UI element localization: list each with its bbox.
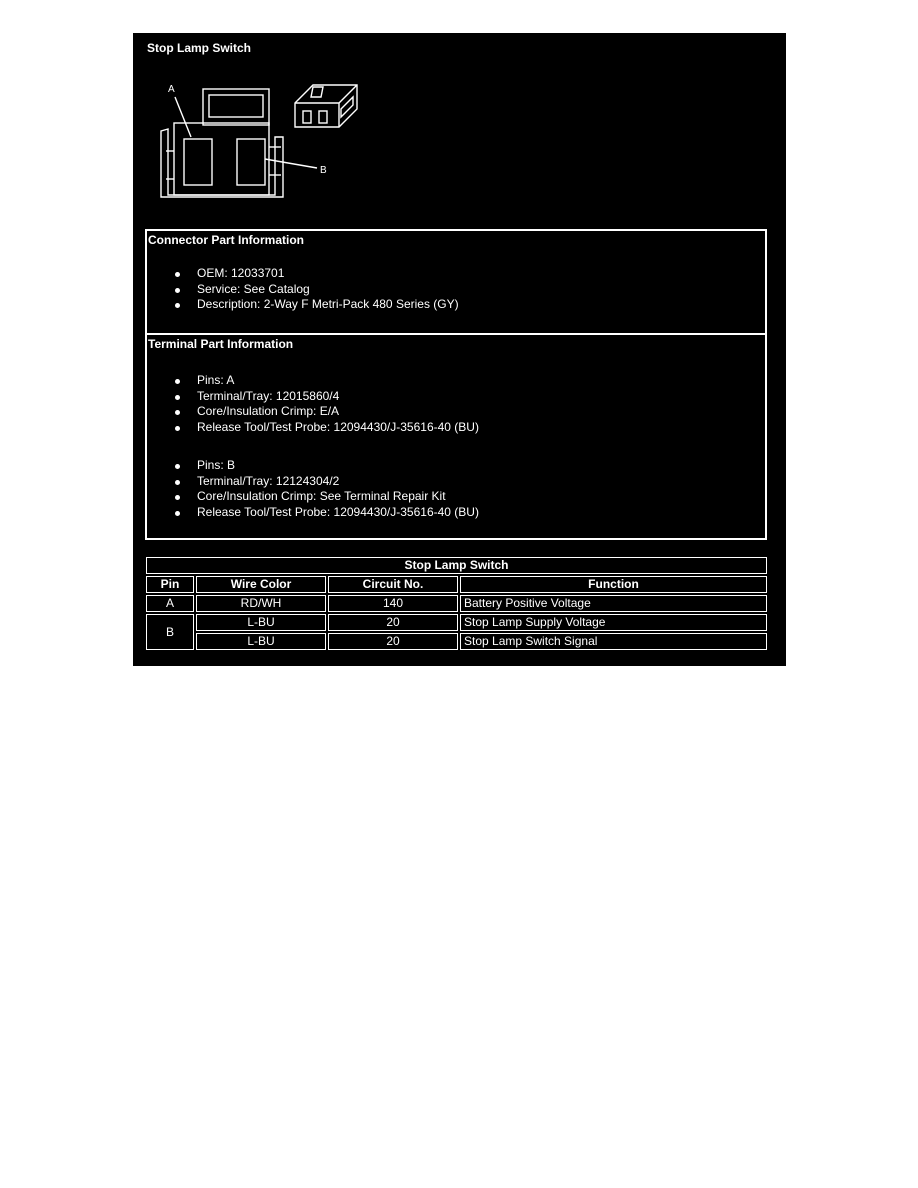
pinout-table <box>144 555 769 652</box>
header-circuit: Circuit No. <box>328 576 458 593</box>
list-item: Release Tool/Test Probe: 12094430/J-35616-40 (BU) <box>171 420 479 436</box>
header-wire-color: Wire Color <box>196 576 326 593</box>
terminal-list-pin-a <box>171 373 479 435</box>
terminal-heading: Terminal Part Information <box>148 337 294 351</box>
table-header-row <box>146 576 767 593</box>
connector-list <box>171 266 459 313</box>
cell-pin: B <box>146 614 194 650</box>
list-item: Release Tool/Test Probe: 12094430/J-35616-40 (BU) <box>171 505 479 521</box>
header-pin: Pin <box>146 576 194 593</box>
list-item: Pins: B <box>171 458 479 474</box>
table-row <box>146 595 767 612</box>
header-function: Function <box>460 576 767 593</box>
list-item: Service: See Catalog <box>171 282 459 298</box>
diagram-label-a: A <box>168 84 175 95</box>
cell-circuit: 20 <box>328 633 458 650</box>
list-item: Core/Insulation Crimp: E/A <box>171 404 479 420</box>
cell-function: Battery Positive Voltage <box>460 595 767 612</box>
connector-part-info <box>145 229 767 335</box>
connector-heading: Connector Part Information <box>148 233 305 247</box>
cell-wire-color: L-BU <box>196 633 326 650</box>
connector-diagram <box>153 75 393 205</box>
terminal-part-info <box>145 333 767 540</box>
cell-function: Stop Lamp Switch Signal <box>460 633 767 650</box>
table-row <box>146 633 767 650</box>
table-caption: Stop Lamp Switch <box>146 557 767 574</box>
terminal-list-pin-b <box>171 458 479 520</box>
cell-wire-color: RD/WH <box>196 595 326 612</box>
list-item: Pins: A <box>171 373 479 389</box>
cell-circuit: 20 <box>328 614 458 631</box>
list-item: OEM: 12033701 <box>171 266 459 282</box>
document-panel <box>133 33 786 666</box>
list-item: Description: 2-Way F Metri-Pack 480 Series (GY) <box>171 297 459 313</box>
cell-pin: A <box>146 595 194 612</box>
diagram-label-b: B <box>320 165 327 176</box>
cell-function: Stop Lamp Supply Voltage <box>460 614 767 631</box>
cell-wire-color: L-BU <box>196 614 326 631</box>
list-item: Terminal/Tray: 12015860/4 <box>171 389 479 405</box>
list-item: Terminal/Tray: 12124304/2 <box>171 474 479 490</box>
cell-circuit: 140 <box>328 595 458 612</box>
table-row <box>146 614 767 631</box>
list-item: Core/Insulation Crimp: See Terminal Repair Kit <box>171 489 479 505</box>
page-title: Stop Lamp Switch <box>147 41 252 55</box>
